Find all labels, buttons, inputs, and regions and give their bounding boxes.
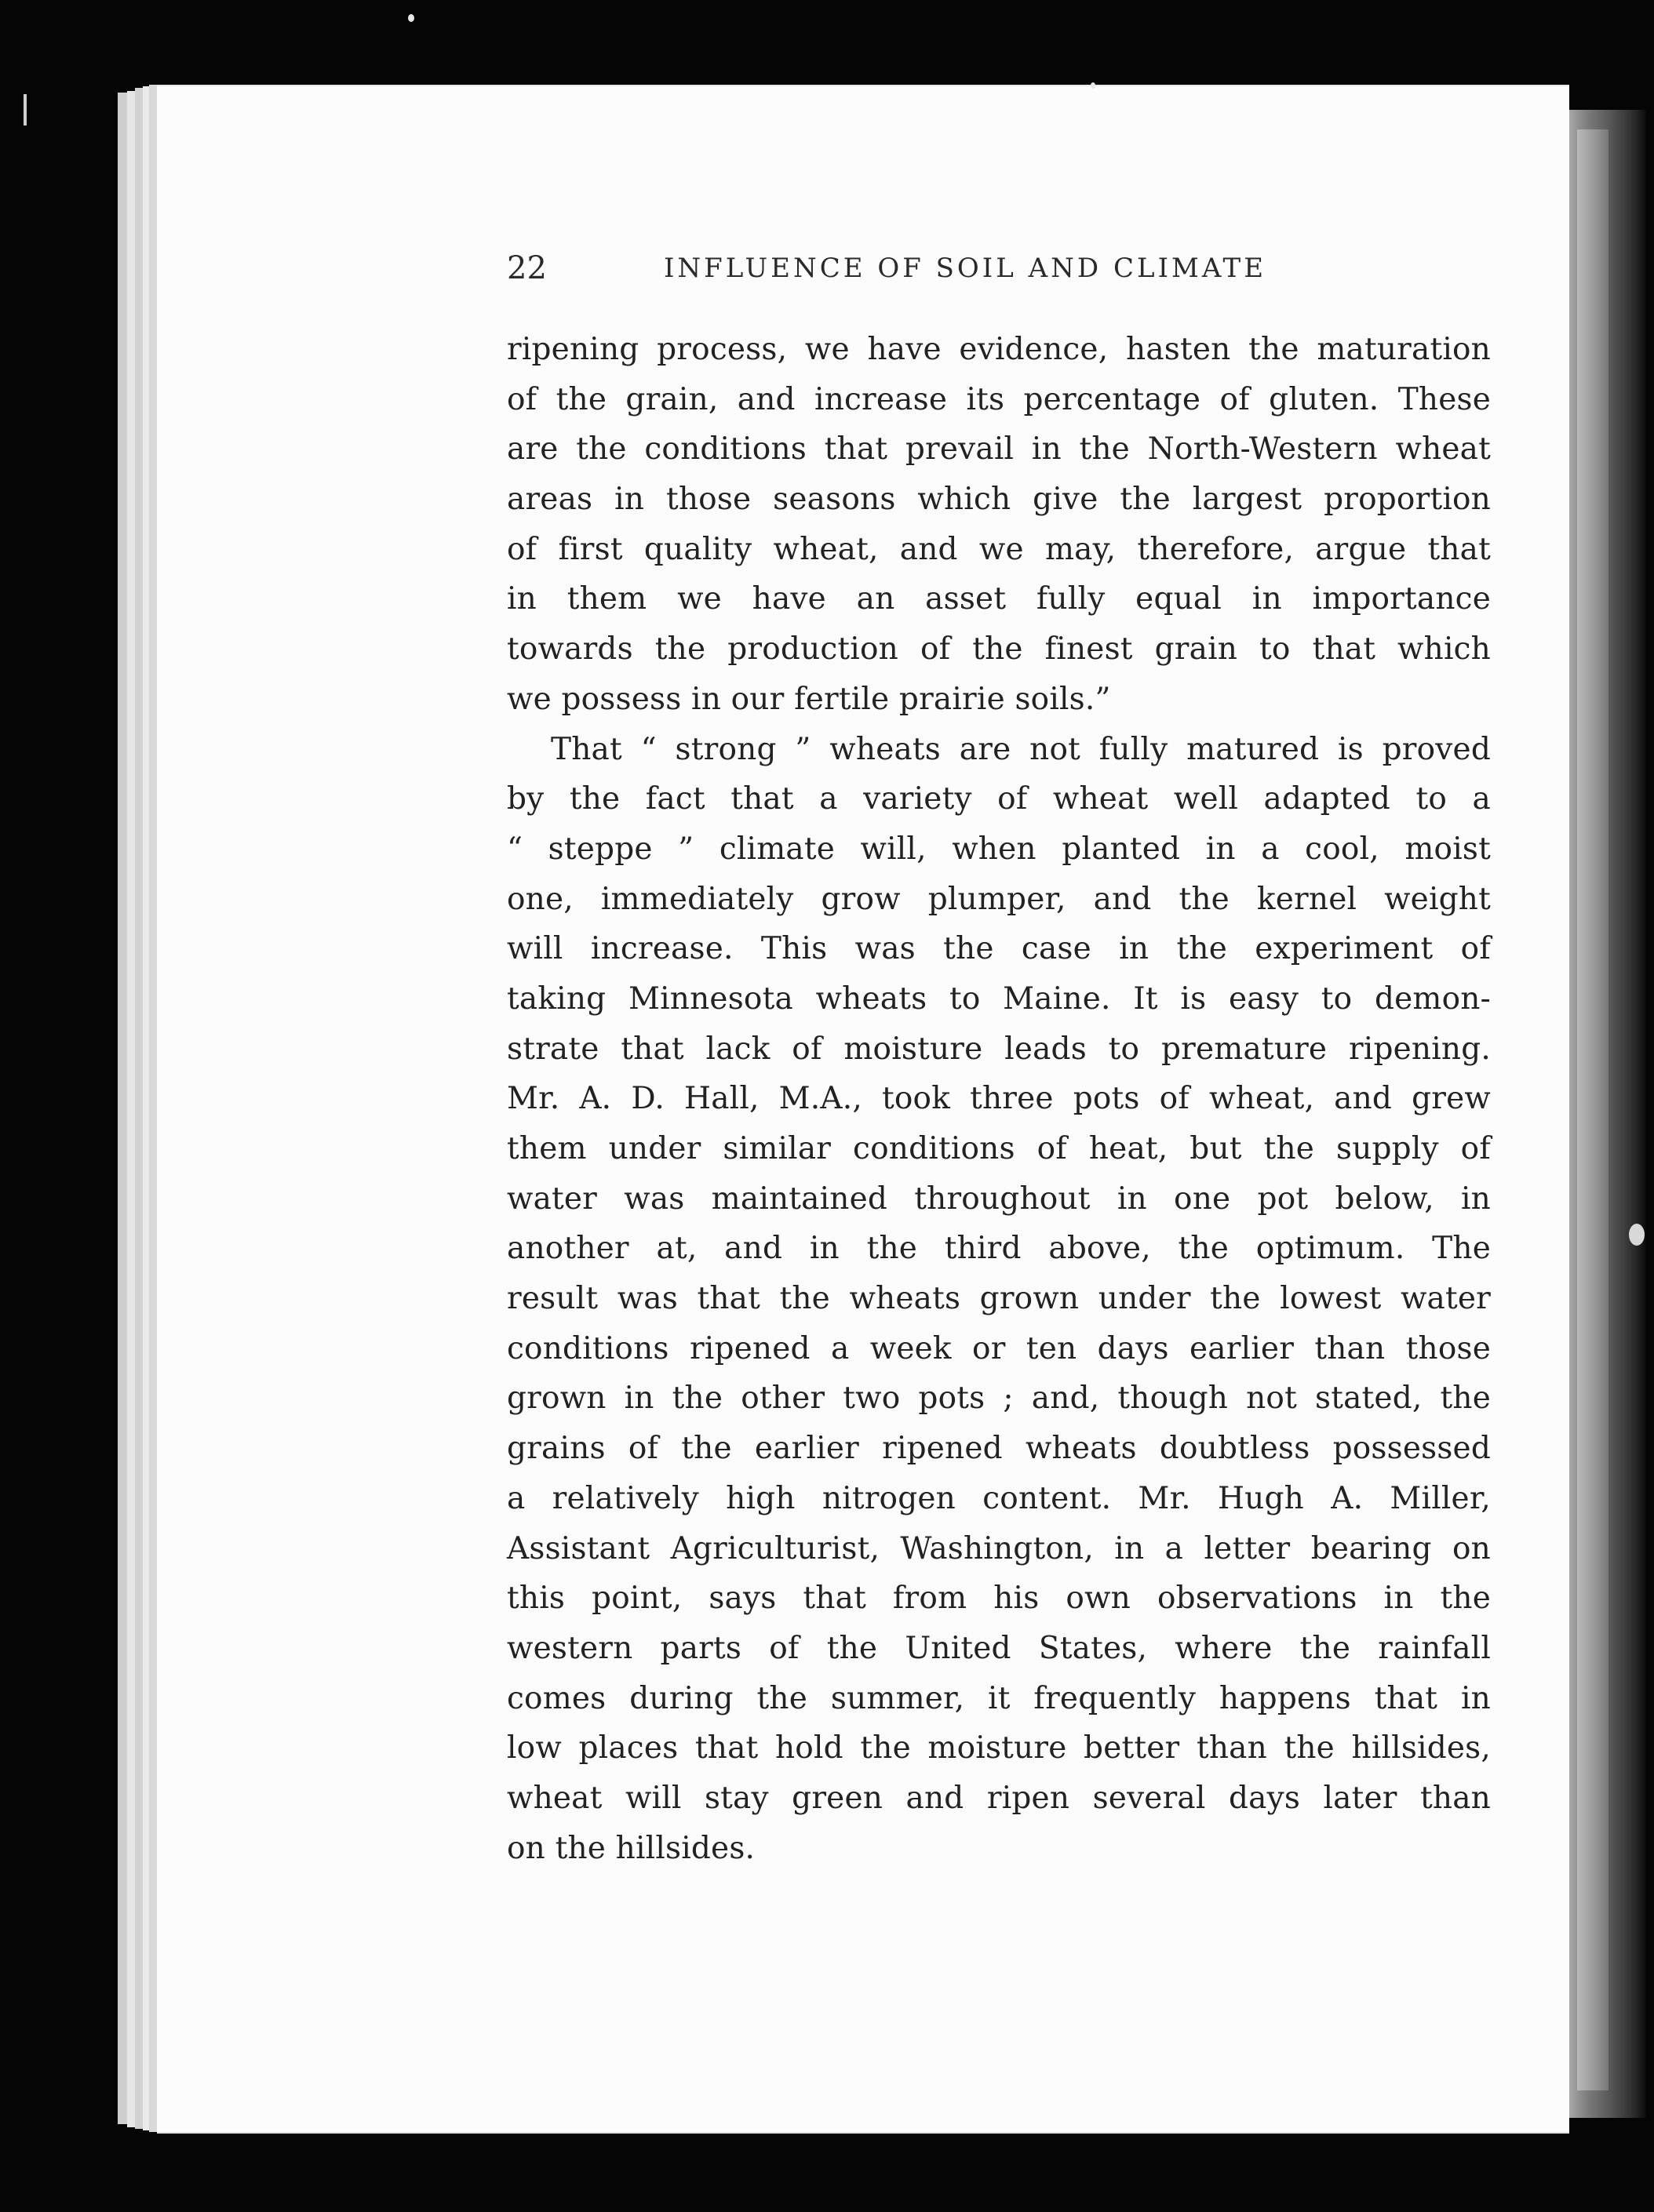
text-line: are the conditions that prevail in the North-Western wheat xyxy=(507,431,1491,468)
text-line: grains of the earlier ripened wheats doubtless possessed xyxy=(507,1431,1491,1467)
text-line: a relatively high nitrogen content. Mr. Hugh A. Miller, xyxy=(507,1480,1491,1516)
text-line: result was that the wheats grown under the lowest water xyxy=(507,1281,1491,1317)
text-line: this point, says that from his own observations in the xyxy=(507,1581,1491,1617)
running-head-title: INFLUENCE OF SOIL AND CLIMATE xyxy=(664,253,1267,284)
text-line: low places that hold the moisture better than the hillsides, xyxy=(507,1730,1491,1766)
dust-speck xyxy=(1091,82,1095,89)
text-line: ripening process, we have evidence, hasten the maturation xyxy=(507,332,1491,367)
page-number: 22 xyxy=(507,250,547,286)
text-line: towards the production of the finest grain to that which xyxy=(507,631,1491,668)
text-line: conditions ripened a week or ten days earlier than those xyxy=(507,1330,1491,1366)
text-line: Assistant Agriculturist, Washington, in a letter bearing on xyxy=(507,1530,1491,1566)
text-line: them under similar conditions of heat, but the supply of xyxy=(507,1131,1491,1166)
text-line: will increase. This was the case in the experiment of xyxy=(507,931,1491,967)
text-line: areas in those seasons which give the largest proportion xyxy=(507,482,1491,518)
binding-gutter-highlight xyxy=(1577,129,1608,2090)
text-line: water was maintained throughout in one pot below, in xyxy=(507,1181,1491,1217)
text-line: we possess in our fertile prairie soils.” xyxy=(507,681,1111,717)
text-line: That “ strong ” wheats are not fully matured is proved xyxy=(551,731,1491,767)
running-head xyxy=(507,245,1491,292)
text-line: comes during the summer, it frequently happens that in xyxy=(507,1680,1491,1716)
text-line: by the fact that a variety of wheat well adapted to a xyxy=(507,781,1491,817)
body-text xyxy=(507,325,1491,1873)
page-text-block xyxy=(507,245,1491,1873)
text-line: “ steppe ” climate will, when planted in a cool, moist xyxy=(507,831,1491,867)
dust-speck xyxy=(1629,1224,1645,1246)
text-line: one, immediately grow plumper, and the kernel weight xyxy=(507,881,1491,917)
text-line: grown in the other two pots ; and, though not stated, the xyxy=(507,1381,1491,1417)
text-line: another at, and in the third above, the optimum. The xyxy=(507,1231,1491,1267)
dust-speck xyxy=(408,14,414,22)
text-line: of first quality wheat, and we may, therefore, argue that xyxy=(507,531,1491,567)
text-line: strate that lack of moisture leads to premature ripening. xyxy=(507,1031,1491,1067)
dust-speck xyxy=(24,94,27,126)
text-line: on the hillsides. xyxy=(507,1830,756,1866)
text-line: western parts of the United States, where the rainfall xyxy=(507,1630,1491,1666)
text-line: in them we have an asset fully equal in importance xyxy=(507,581,1491,617)
text-line: wheat will stay green and ripen several days later than xyxy=(507,1780,1491,1816)
text-line: taking Minnesota wheats to Maine. It is easy to demon- xyxy=(507,980,1491,1017)
text-line: of the grain, and increase its percentage of gluten. These xyxy=(507,381,1491,417)
text-line: Mr. A. D. Hall, M.A., took three pots of wheat, and grew xyxy=(507,1081,1491,1117)
